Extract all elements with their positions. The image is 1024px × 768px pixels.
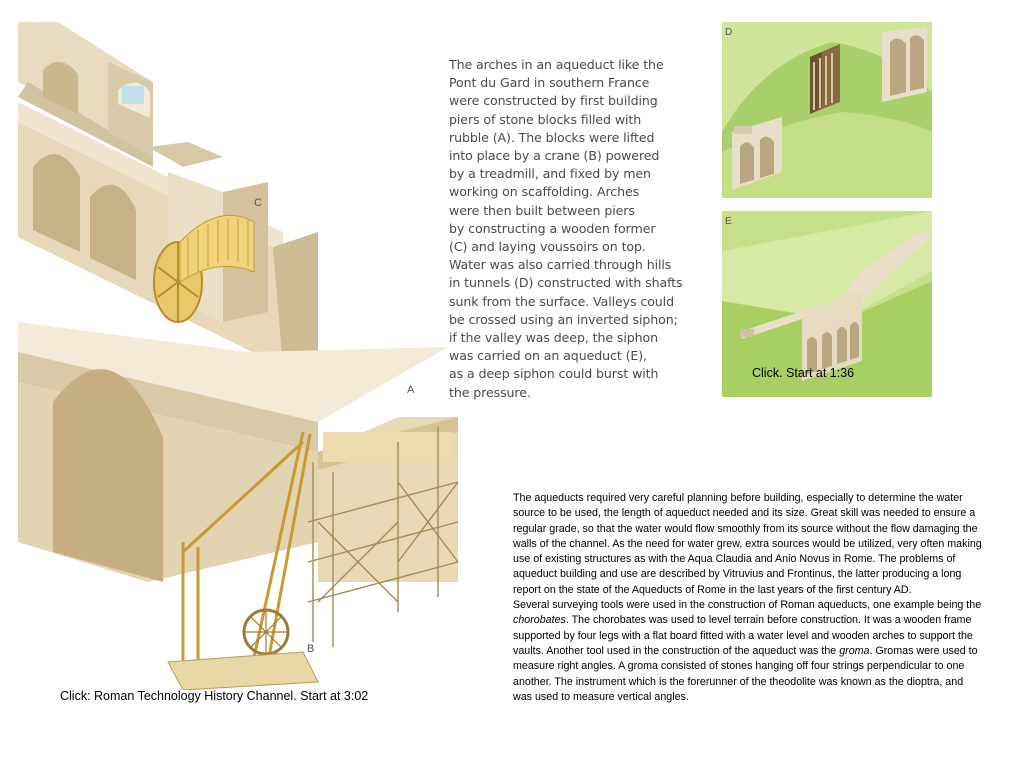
book-line: were then built between piers	[449, 202, 635, 218]
book-line: piers of stone blocks filled with	[449, 111, 642, 127]
book-line: the pressure.	[449, 384, 531, 400]
groma-term: groma	[839, 644, 870, 657]
tunnel-illustration-d	[722, 22, 932, 198]
body-paragraph-planning: The aqueducts required very careful planning before building, especially to determine the water source to be used, the length of aqueduct needed and its size. Great skill was needed to ensure a regular grade, so that the water would flow smoothly from its source without the flow damaging the walls of the channel. As the need for water grew, extra sources would be utilized, very often making use of existing structures as with the Aqua Claudia and Anio Novus in Rome. The problems of aqueduct building and use are described by Vitruvius and Frontinus, the latter producing a long report on the state of the Aqueducts of Rome in the last years of the first century AD.	[513, 492, 982, 596]
body-text-run: . Gromas were used to measure right angles. A groma consisted of stones hanging off four strings perpendicular to one another. The instrument which is the forerunner of the theodolite was known as the dioptra, and was used to measure vertical angles.	[513, 644, 978, 703]
book-line: by a treadmill, and fixed by men	[449, 166, 651, 182]
book-line: by constructing a wooden former	[449, 220, 656, 236]
book-line: Pont du Gard in southern France	[449, 75, 650, 91]
body-text-run: Several surveying tools were used in the construction of Roman aqueducts, one example being the	[513, 599, 982, 612]
aqueduct-construction-illustration	[18, 22, 464, 690]
book-line: into place by a crane (B) powered	[449, 148, 660, 164]
book-line: if the valley was deep, the siphon	[449, 330, 659, 346]
book-line: were constructed by first building	[449, 93, 658, 109]
chorobates-term: chorobates	[513, 614, 566, 627]
video-link-caption-right[interactable]: Click. Start at 1:36	[752, 366, 855, 380]
label-a: A	[407, 384, 415, 396]
label-d: D	[725, 27, 733, 38]
body-text-run: . The chorobates was used to level terrain before construction. It was a wooden frame supported by four legs with a flat board fitted with a water level and wooden arches to support the vaults. Another tool used in the construction of the aqueduct was the	[513, 614, 973, 657]
body-text	[513, 491, 983, 705]
book-excerpt-text	[449, 56, 689, 402]
book-line: in tunnels (D) constructed with shafts	[449, 275, 683, 291]
body-paragraph-surveying-tools	[513, 598, 983, 705]
book-line: working on scaffolding. Arches	[449, 184, 640, 200]
book-line: sunk from the surface. Valleys could	[449, 293, 674, 309]
book-line: was carried on an aqueduct (E),	[449, 348, 647, 364]
book-line: rubble (A). The blocks were lifted	[449, 129, 655, 145]
video-link-caption-left[interactable]: Click: Roman Technology History Channel. Start at 3:02	[60, 689, 369, 703]
label-b: B	[307, 643, 315, 655]
label-e: E	[725, 216, 732, 227]
book-line: (C) and laying voussoirs on top.	[449, 239, 646, 255]
book-line: Water was also carried through hills	[449, 257, 672, 273]
label-c: C	[254, 197, 262, 209]
book-line: as a deep siphon could burst with	[449, 366, 659, 382]
book-line: be crossed using an inverted siphon;	[449, 311, 678, 327]
book-line: The arches in an aqueduct like the	[449, 57, 664, 72]
